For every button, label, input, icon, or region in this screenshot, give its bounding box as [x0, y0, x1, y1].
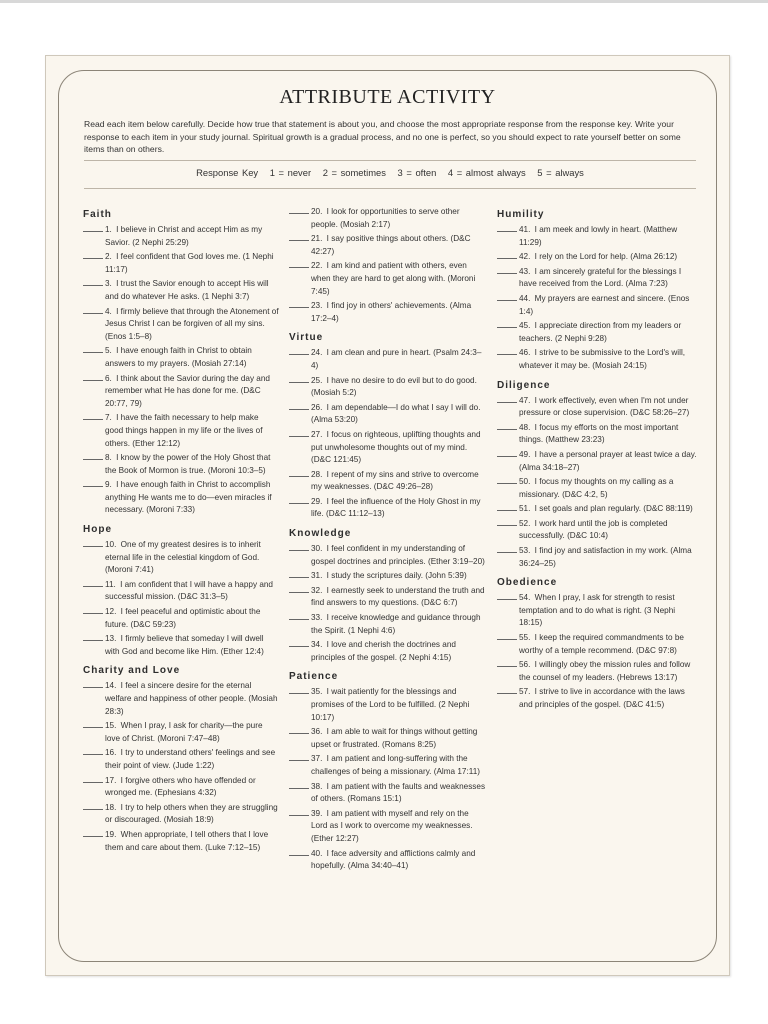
item-text: I am meek and lowly in heart. (Matthew 11:29) — [519, 225, 678, 247]
answer-blank — [497, 483, 517, 484]
attribute-item — [497, 659, 697, 684]
answer-blank — [289, 693, 309, 694]
answer-blank — [83, 613, 103, 614]
attribute-item — [289, 233, 487, 258]
attribute-item — [289, 585, 487, 610]
item-number: 17. — [105, 775, 117, 785]
item-text: I focus my efforts on the most important things. (Matthew 23:23) — [519, 422, 679, 445]
item-number: 3. — [105, 279, 112, 289]
section-heading: Obedience — [497, 577, 558, 589]
divider-bottom — [84, 188, 696, 189]
item-number: 6. — [105, 373, 112, 383]
attribute-item — [289, 639, 487, 664]
item-text: I keep the required commandments to be worthy of a temple recommend. (D&C 97:8) — [519, 633, 684, 655]
attribute-item — [497, 293, 697, 318]
attribute-item — [83, 720, 279, 745]
attribute-item — [289, 686, 487, 724]
answer-blank — [83, 754, 103, 755]
item-text: I am patient and long-suffering with the challenges of being a missionary. (Alma 17:11) — [311, 754, 480, 776]
item-text: I am patient with the faults and weaknesses of others. (Romans 15:1) — [311, 781, 486, 804]
attribute-item — [83, 306, 279, 344]
attribute-item — [497, 592, 697, 630]
item-text: I am clean and pure in heart. (Psalm 24:3–4) — [311, 348, 482, 370]
item-number: 1. — [105, 225, 112, 234]
attribute-item — [289, 402, 487, 427]
answer-blank — [289, 760, 309, 761]
answer-blank — [83, 640, 103, 641]
item-number: 31. — [311, 571, 323, 581]
answer-blank — [83, 782, 103, 783]
answer-blank — [83, 836, 103, 837]
item-number: 15. — [105, 721, 117, 731]
item-text: I feel the influence of the Holy Ghost in my life. (D&C 11:12–13) — [311, 496, 481, 519]
item-number: 23. — [311, 301, 323, 311]
attribute-item — [83, 479, 279, 517]
answer-blank — [83, 231, 103, 232]
item-number: 8. — [105, 453, 112, 463]
item-number: 11. — [105, 579, 116, 589]
answer-blank — [83, 419, 103, 420]
attribute-item — [289, 726, 487, 751]
item-text: I am sincerely grateful for the blessings I have received from the Lord. (Alma 7:23) — [519, 266, 682, 289]
item-text: I trust the Savior enough to accept His will and do whatever He asks. (1 Nephi 3:7) — [105, 279, 269, 301]
item-text: I think about the Savior during the day and remember what He has done for me. (D&C 20:77, 79) — [105, 373, 270, 408]
item-text: I have no desire to do evil but to do good. (Mosiah 5:2) — [311, 375, 477, 398]
answer-blank — [289, 577, 309, 578]
answer-blank — [83, 546, 103, 547]
item-number: 20. — [311, 207, 323, 216]
response-key — [84, 167, 696, 178]
attribute-item — [289, 612, 487, 637]
answer-blank — [289, 733, 309, 734]
attribute-item — [289, 848, 487, 873]
answer-blank — [497, 639, 517, 640]
answer-blank — [497, 300, 517, 301]
answer-blank — [83, 459, 103, 460]
item-number: 19. — [105, 829, 117, 839]
item-number: 22. — [311, 261, 323, 271]
attribute-item — [497, 632, 697, 657]
item-number: 41. — [519, 225, 531, 234]
attribute-item — [83, 802, 279, 827]
attribute-item — [497, 503, 697, 516]
attribute-item — [83, 633, 279, 658]
divider-top — [84, 160, 696, 161]
item-number: 32. — [311, 585, 323, 595]
item-text: I find joy in others' achievements. (Alma 17:2–4) — [311, 301, 472, 323]
attribute-item — [289, 469, 487, 494]
answer-blank — [83, 586, 103, 587]
item-text: I firmly believe that someday I will dwell with God and become like Him. (Ether 12:4) — [105, 634, 264, 656]
attribute-item — [83, 224, 279, 249]
item-text: I forgive others who have offended or wronged me. (Ephesians 4:32) — [105, 775, 256, 798]
item-number: 54. — [519, 593, 531, 603]
answer-blank — [289, 788, 309, 789]
attribute-item — [289, 781, 487, 806]
item-number: 27. — [311, 429, 323, 439]
item-text: My prayers are earnest and sincere. (Enos 1:4) — [519, 293, 690, 316]
item-number: 53. — [519, 546, 531, 556]
item-number: 33. — [311, 613, 323, 623]
item-number: 18. — [105, 802, 117, 812]
item-number: 48. — [519, 422, 531, 432]
answer-blank — [497, 693, 517, 694]
item-text: I have a personal prayer at least twice a day. (Alma 34:18–27) — [519, 449, 697, 472]
section-heading: Hope — [83, 524, 112, 536]
answer-blank — [497, 599, 517, 600]
attribute-item — [289, 206, 487, 231]
attribute-item — [83, 680, 279, 718]
answer-blank — [289, 550, 309, 551]
item-text: I say positive things about others. (D&C 42:27) — [311, 234, 471, 256]
worksheet-page — [45, 55, 730, 976]
section-heading: Humility — [497, 209, 545, 220]
attribute-item — [497, 545, 697, 570]
item-number: 12. — [105, 607, 117, 617]
column-right — [497, 206, 697, 714]
item-number: 34. — [311, 640, 323, 650]
attribute-item — [83, 747, 279, 772]
item-text: I know by the power of the Holy Ghost that the Book of Mormon is true. (Moroni 10:3–5) — [105, 453, 271, 475]
response-option: 1 = never — [269, 167, 312, 178]
item-text: I wait patiently for the blessings and promises of the Lord to be fulfilled. (2 Nephi 10:17) — [311, 687, 470, 722]
item-text: I strive to live in accordance with the laws and principles of the gospel. (D&C 41:5) — [519, 687, 685, 709]
answer-blank — [497, 354, 517, 355]
item-number: 52. — [519, 518, 531, 528]
answer-blank — [497, 402, 517, 403]
attribute-item — [497, 686, 697, 711]
item-text: I am dependable—I do what I say I will do. (Alma 53:20) — [311, 402, 481, 425]
answer-blank — [83, 687, 103, 688]
answer-blank — [83, 809, 103, 810]
section-heading: Faith — [83, 209, 112, 220]
response-option: 5 = always — [537, 167, 584, 178]
section-heading: Virtue — [289, 332, 324, 344]
item-text: I feel confident that God loves me. (1 Nephi 11:17) — [105, 252, 274, 274]
response-option: 4 = almost always — [447, 167, 526, 178]
item-text: One of my greatest desires is to inherit eternal life in the celestial kingdom of God. (Moroni 7:41) — [105, 540, 261, 575]
item-number: 4. — [105, 306, 112, 316]
item-number: 13. — [105, 634, 117, 644]
answer-blank — [497, 525, 517, 526]
item-text: I have enough faith in Christ to obtain answers to my prayers. (Mosiah 27:14) — [105, 346, 252, 368]
window-top-border — [0, 0, 768, 3]
item-number: 14. — [105, 681, 117, 691]
answer-blank — [289, 240, 309, 241]
answer-blank — [289, 382, 309, 383]
item-text: I receive knowledge and guidance through the Spirit. (1 Nephi 4:6) — [311, 613, 481, 635]
answer-blank — [497, 552, 517, 553]
attribute-item — [83, 579, 279, 604]
item-text: When I pray, I ask for charity—the pure love of Christ. (Moroni 7:47–48) — [105, 721, 263, 743]
attribute-item — [289, 260, 487, 298]
item-number: 24. — [311, 348, 323, 358]
item-text: I work hard until the job is completed successfully. (D&C 10:4) — [519, 518, 668, 541]
answer-blank — [289, 267, 309, 268]
item-number: 25. — [311, 375, 323, 385]
item-text: I focus my thoughts on my calling as a missionary. (D&C 4:2, 5) — [519, 477, 674, 499]
answer-blank — [289, 619, 309, 620]
answer-blank — [497, 666, 517, 667]
item-text: I feel a sincere desire for the eternal welfare and happiness of other people. (Mosiah 28:3) — [105, 681, 278, 716]
item-number: 35. — [311, 687, 323, 697]
attribute-item — [83, 345, 279, 370]
item-number: 46. — [519, 348, 531, 358]
attribute-item — [83, 775, 279, 800]
item-number: 47. — [519, 395, 531, 405]
answer-blank — [83, 380, 103, 381]
attribute-item — [289, 496, 487, 521]
item-text: I repent of my sins and strive to overcome my weaknesses. (D&C 49:26–28) — [311, 469, 479, 492]
attribute-item — [289, 543, 487, 568]
item-text: I have enough faith in Christ to accomplish anything He wants me to do—even miracles if necessary. (Moroni 7:33) — [105, 480, 272, 515]
attribute-item — [83, 606, 279, 631]
response-key-label: Response Key — [196, 167, 259, 178]
answer-blank — [289, 815, 309, 816]
attribute-item — [497, 320, 697, 345]
answer-blank — [83, 285, 103, 286]
answer-blank — [289, 409, 309, 410]
item-text: I focus on righteous, uplifting thoughts and put unwholesome thoughts out of my mind. (D&C 121:45) — [311, 429, 481, 465]
item-number: 45. — [519, 321, 531, 331]
answer-blank — [497, 231, 517, 232]
item-text: I feel confident in my understanding of gospel doctrines and principles. (Ether 3:19–20) — [311, 544, 485, 566]
answer-blank — [289, 213, 309, 214]
section-heading: Charity and Love — [83, 665, 181, 677]
attribute-item — [289, 570, 487, 583]
item-text: I am patient with myself and rely on the Lord as I work to overcome my weaknesses. (Ether 12:27) — [311, 808, 473, 843]
item-number: 42. — [519, 252, 531, 262]
item-text: I am kind and patient with others, even when they are hard to get along with. (Moroni 7:45) — [311, 261, 476, 296]
answer-blank — [497, 258, 517, 259]
item-text: I find joy and satisfaction in my work. (Alma 36:24–25) — [519, 546, 692, 568]
answer-blank — [289, 503, 309, 504]
answer-blank — [289, 592, 309, 593]
attribute-item — [497, 395, 697, 420]
item-number: 39. — [311, 808, 323, 818]
item-number: 29. — [311, 496, 323, 506]
section-heading: Knowledge — [289, 528, 352, 540]
attribute-item — [497, 518, 697, 543]
item-text: I study the scriptures daily. (John 5:39) — [326, 571, 467, 581]
column-left — [83, 206, 279, 856]
attribute-item — [289, 429, 487, 467]
answer-blank — [289, 307, 309, 308]
item-number: 49. — [519, 449, 531, 459]
attribute-item — [83, 251, 279, 276]
item-text: When I pray, I ask for strength to resist temptation and to do what is right. (3 Nephi 18:15) — [519, 593, 676, 628]
answer-blank — [289, 855, 309, 856]
item-number: 38. — [311, 781, 323, 791]
item-text: I feel peaceful and optimistic about the future. (D&C 59:23) — [105, 607, 261, 629]
attribute-item — [497, 347, 697, 372]
attribute-item — [83, 373, 279, 411]
attribute-item — [497, 266, 697, 291]
answer-blank — [83, 258, 103, 259]
item-number: 7. — [105, 413, 112, 423]
column-middle — [289, 206, 487, 875]
answer-blank — [83, 352, 103, 353]
attribute-item — [289, 753, 487, 778]
section-heading: Patience — [289, 671, 339, 683]
answer-blank — [83, 486, 103, 487]
page-title: ATTRIBUTE ACTIVITY — [279, 86, 496, 108]
item-text: I appreciate direction from my leaders or teachers. (2 Nephi 9:28) — [519, 321, 682, 343]
attribute-item — [497, 476, 697, 501]
answer-blank — [497, 510, 517, 511]
item-number: 51. — [519, 504, 531, 514]
item-text: I earnestly seek to understand the truth and find answers to my questions. (D&C 6:7) — [311, 585, 485, 608]
item-number: 26. — [311, 402, 323, 412]
item-text: I work effectively, even when I'm not under pressure or close supervision. (D&C 58:26–27) — [519, 395, 690, 418]
answer-blank — [289, 646, 309, 647]
attribute-item — [289, 300, 487, 325]
item-text: I firmly believe that through the Atonement of Jesus Christ I can be forgiven of all my sins. (Enos 1:5–8) — [105, 306, 279, 341]
item-number: 30. — [311, 544, 323, 554]
item-text: I willingly obey the mission rules and follow the counsel of my leaders. (Hebrews 13:17) — [519, 660, 691, 682]
attribute-item — [83, 278, 279, 303]
item-text: I set goals and plan regularly. (D&C 88:119) — [534, 504, 693, 514]
item-text: I believe in Christ and accept Him as my Savior. (2 Nephi 25:29) — [105, 225, 263, 247]
item-number: 44. — [519, 293, 531, 303]
item-text: I rely on the Lord for help. (Alma 26:12) — [534, 252, 678, 262]
item-text: I am confident that I will have a happy and successful mission. (D&C 31:3–5) — [105, 579, 273, 602]
answer-blank — [289, 436, 309, 437]
item-number: 28. — [311, 469, 323, 479]
answer-blank — [289, 354, 309, 355]
answer-blank — [83, 313, 103, 314]
item-text: I face adversity and afflictions calmly and hopefully. (Alma 34:40–41) — [311, 848, 476, 871]
item-number: 5. — [105, 346, 112, 356]
item-text: I strive to be submissive to the Lord's will, whatever it may be. (Mosiah 24:15) — [519, 348, 686, 370]
answer-blank — [83, 727, 103, 728]
attribute-item — [83, 539, 279, 577]
item-text: I am able to wait for things without getting upset or frustrated. (Romans 8:25) — [311, 727, 478, 749]
item-number: 57. — [519, 687, 531, 697]
response-option: 2 = sometimes — [322, 167, 386, 178]
attribute-item — [289, 808, 487, 846]
attribute-item — [497, 422, 697, 447]
response-option: 3 = often — [397, 167, 437, 178]
item-text: I try to help others when they are struggling or discouraged. (Mosiah 18:9) — [105, 802, 278, 825]
item-number: 50. — [519, 477, 531, 487]
attribute-item — [289, 375, 487, 400]
item-text: When appropriate, I tell others that I love them and care about them. (Luke 7:12–15) — [105, 829, 269, 852]
item-number: 16. — [105, 748, 117, 758]
attribute-item — [83, 829, 279, 854]
item-number: 43. — [519, 266, 531, 276]
item-number: 56. — [519, 660, 531, 670]
answer-blank — [497, 429, 517, 430]
instructions-paragraph: Read each item below carefully. Decide how true that statement is about you, and choose the most appropriate response from the response key. Write your response to each item in your study journal. Spiritual growth is a gradual process, and no one is perfect, so you should expect to rate yourself better on some items than on others. — [84, 119, 681, 155]
item-number: 9. — [105, 480, 112, 490]
attribute-item — [83, 452, 279, 477]
item-number: 21. — [311, 234, 323, 244]
item-number: 36. — [311, 727, 323, 737]
item-number: 10. — [105, 540, 117, 550]
item-text: I have the faith necessary to help make good things happen in my life or the lives of others. (Ether 12:12) — [105, 413, 263, 448]
section-heading: Diligence — [497, 379, 551, 391]
item-number: 37. — [311, 754, 323, 764]
item-number: 2. — [105, 252, 112, 262]
attribute-item — [83, 412, 279, 450]
attribute-item — [497, 224, 697, 249]
attribute-item — [497, 251, 697, 264]
attribute-item — [289, 347, 487, 372]
answer-blank — [497, 456, 517, 457]
answer-blank — [497, 327, 517, 328]
answer-blank — [289, 476, 309, 477]
answer-blank — [497, 273, 517, 274]
item-number: 55. — [519, 633, 531, 643]
attribute-item — [497, 449, 697, 474]
item-text: I love and cherish the doctrines and principles of the gospel. (2 Nephi 4:15) — [311, 640, 456, 662]
item-text: I try to understand others' feelings and see their point of view. (Jude 1:22) — [105, 748, 276, 770]
item-number: 40. — [311, 848, 323, 858]
item-text: I look for opportunities to serve other people. (Mosiah 2:17) — [311, 207, 460, 229]
